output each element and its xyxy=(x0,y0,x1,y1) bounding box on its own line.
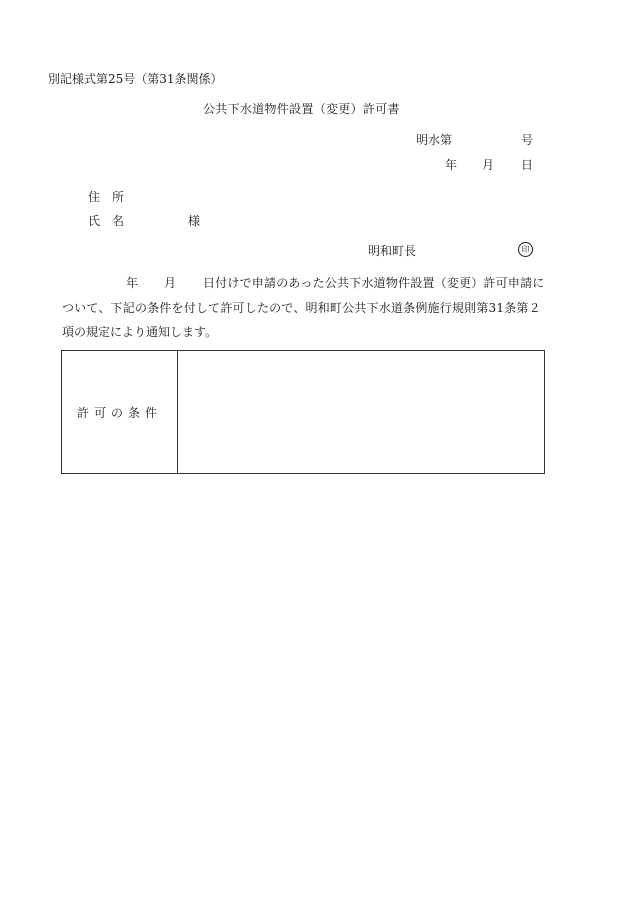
body-year-label: 年 xyxy=(126,276,139,290)
reference-number-prefix: 明水第 xyxy=(416,133,453,147)
body-text-line-3: 項の規定により通知します。 xyxy=(62,325,218,339)
recipient-address-label: 住 所 xyxy=(88,190,125,204)
document-title: 公共下水道物件設置（変更）許可書 xyxy=(203,102,400,116)
body-text-line-1: 日付けで申請のあった公共下水道物件設置（変更）許可申請に xyxy=(203,276,545,290)
date-day-label: 日 xyxy=(521,158,534,172)
conditions-label: 許可の条件 xyxy=(76,405,162,420)
seal-mark-icon: 印 xyxy=(518,242,533,257)
reference-number-suffix: 号 xyxy=(521,133,534,147)
conditions-table xyxy=(61,350,545,474)
body-month-label: 月 xyxy=(164,276,177,290)
date-year-label: 年 xyxy=(445,158,458,172)
recipient-honorific: 様 xyxy=(188,214,201,228)
form-number: 別記様式第25号（第31条関係） xyxy=(48,72,223,86)
conditions-label-cell xyxy=(62,351,178,473)
recipient-name-label: 氏 名 xyxy=(88,214,125,228)
conditions-value-cell xyxy=(178,351,544,473)
date-month-label: 月 xyxy=(482,158,495,172)
issuer-name: 明和町長 xyxy=(368,244,417,258)
body-text-line-2: ついて、下記の条件を付して許可したので、明和町公共下水道条例施行規則第31条第２ xyxy=(62,301,541,315)
